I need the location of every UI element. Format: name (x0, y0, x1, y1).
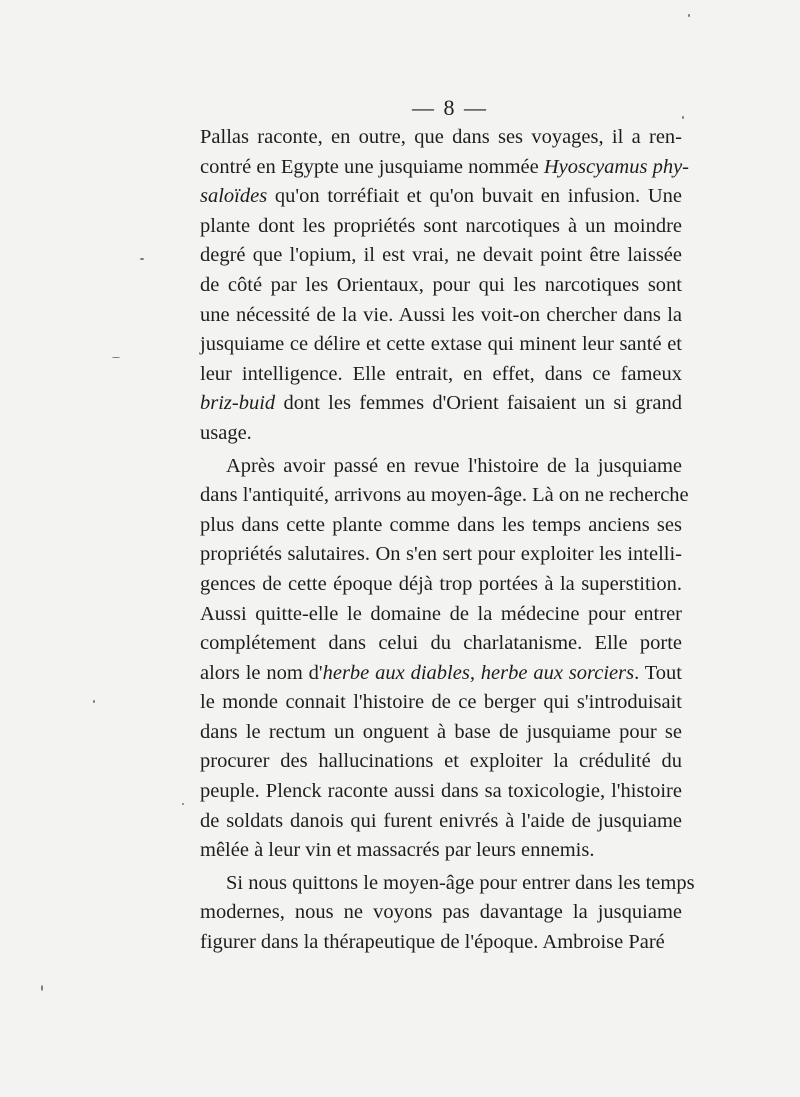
paragraph (200, 123, 690, 449)
text-line (200, 836, 682, 866)
text-segment: peuple. Plenck raconte aussi dans sa toxicologie, l'histoire (200, 780, 682, 803)
text-line (200, 898, 682, 928)
text-segment: Après avoir passé en revue l'histoire de la jusquiame (226, 454, 682, 477)
scan-speck (688, 14, 690, 17)
text-line (200, 570, 682, 600)
scan-speck (140, 258, 144, 260)
text-segment: gences de cette époque déjà trop portées à la superstition. (200, 572, 682, 595)
text-line (200, 629, 682, 659)
text-segment: de côté par les Orientaux, pour qui les narcotiques sont (200, 273, 682, 296)
text-segment: procurer des hallucinations et exploiter la crédulité du (200, 750, 682, 773)
scan-speck (112, 357, 120, 358)
text-line (200, 330, 682, 360)
text-line (200, 540, 682, 570)
text-segment: Aussi quitte-elle le domaine de la médecine pour entrer (200, 602, 682, 625)
scan-speck (682, 116, 684, 119)
text-segment: figurer dans la thérapeutique de l'époque. Ambroise Paré (200, 931, 665, 954)
text-segment: dont les femmes d'Orient faisaient un si grand (275, 392, 682, 415)
text-line (200, 869, 695, 899)
text-line (200, 511, 682, 541)
text-segment: dans le rectum un onguent à base de jusquiame pour se (200, 720, 682, 743)
scan-speck (182, 803, 184, 805)
text-segment: propriétés salutaires. On s'en sert pour exploiter les intelli- (200, 543, 682, 566)
text-line (200, 777, 682, 807)
text-segment: qu'on torréfiait et qu'on buvait en infusion. Une (267, 185, 682, 208)
italic-text: Hyoscyamus phy- (543, 155, 690, 178)
text-segment: Pallas raconte, en outre, que dans ses voyages, il a ren- (200, 126, 682, 148)
text-segment: leur intelligence. Elle entrait, en effet, dans ce fameux (200, 362, 682, 385)
text-segment: complétement dans celui du charlatanisme. Elle porte (200, 632, 682, 655)
text-line (200, 301, 682, 331)
text-segment: jusquiame ce délire et cette extase qui minent leur santé et (200, 333, 682, 356)
text-line (200, 928, 682, 958)
italic-text: herbe aux diables, herbe aux sorciers (322, 661, 635, 684)
text-line (200, 747, 682, 777)
text-segment: plus dans cette plante comme dans les temps anciens ses (200, 513, 682, 536)
text-line (200, 360, 682, 390)
page-number: — 8 — (412, 95, 488, 120)
text-segment: alors le nom d' (200, 661, 323, 684)
text-line (200, 389, 682, 419)
text-line (200, 452, 682, 482)
paragraph (200, 869, 695, 958)
text-segment: modernes, nous ne voyons pas davantage la jusquiame (200, 901, 682, 924)
text-segment: Si nous quittons le moyen-âge pour entrer dans les temps (226, 871, 695, 894)
text-line (200, 419, 682, 449)
text-line (200, 153, 690, 183)
text-segment: de soldats danois qui furent enivrés à l'aide de jusquiame (200, 809, 682, 832)
scan-speck (41, 985, 43, 991)
text-line (200, 481, 689, 511)
text-segment: degré que l'opium, il est vrai, ne devait point être laissée (200, 244, 682, 267)
text-segment: mêlée à leur vin et massacrés par leurs ennemis. (200, 839, 595, 862)
text-line (200, 271, 682, 301)
text-segment: contré en Egypte une jusquiame nommée (200, 155, 544, 178)
text-line (200, 123, 682, 153)
text-line (200, 182, 682, 212)
text-line (200, 212, 682, 242)
text-segment: plante dont les propriétés sont narcotiques à un moindre (200, 214, 682, 237)
text-line (200, 659, 682, 689)
text-line (200, 600, 682, 630)
italic-text: briz-buid (200, 392, 276, 415)
body-text (200, 123, 695, 958)
paragraph (200, 452, 689, 866)
text-line (200, 688, 682, 718)
text-segment: le monde connait l'histoire de ce berger qui s'introduisait (200, 691, 682, 714)
text-segment: une nécessité de la vie. Aussi les voit-on chercher dans la (200, 303, 682, 326)
text-segment: . Tout (634, 661, 682, 684)
italic-text: saloïdes (200, 185, 268, 208)
scan-speck (93, 700, 95, 703)
text-line (200, 718, 682, 748)
text-line (200, 807, 682, 837)
text-segment: dans l'antiquité, arrivons au moyen-âge. Là on ne recherche (200, 484, 689, 507)
text-segment: usage. (200, 421, 252, 444)
text-line (200, 241, 682, 271)
